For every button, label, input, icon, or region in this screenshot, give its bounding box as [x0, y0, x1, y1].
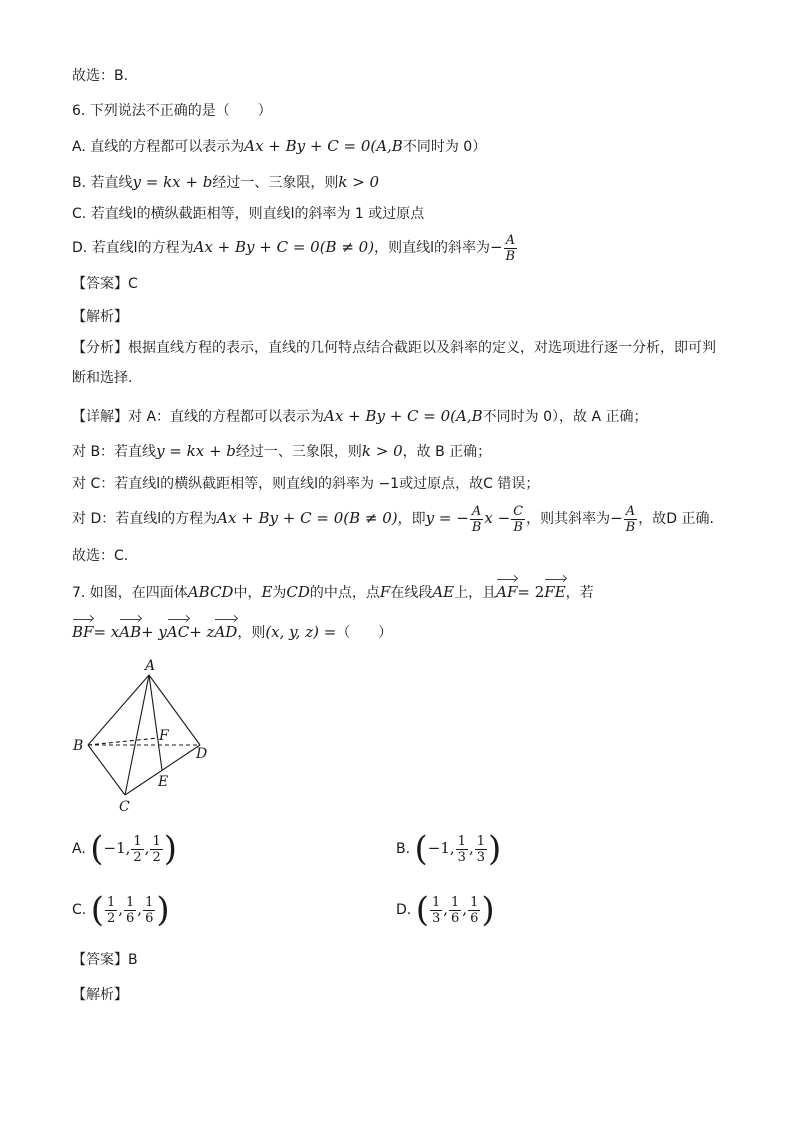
stem-text: ，若 — [565, 585, 594, 601]
fraction-numerator: 1 — [476, 833, 486, 849]
fraction-denominator: B — [625, 519, 636, 535]
stem-text: 的中点，点 — [309, 585, 380, 601]
q7-option-c — [72, 890, 170, 930]
paren-right: ) — [156, 890, 170, 930]
fraction-denominator: 3 — [476, 849, 486, 865]
fraction-numerator: 1 — [457, 833, 466, 849]
fraction-denominator: 6 — [126, 910, 135, 926]
fraction-numerator: C — [513, 503, 524, 519]
fraction-denominator: B — [513, 519, 523, 535]
label-d: D — [196, 746, 208, 762]
option-fraction — [143, 895, 155, 926]
edge-bc — [88, 745, 125, 795]
detail-text-mid: ，即 — [397, 511, 426, 527]
condition: k > 0 — [361, 442, 403, 460]
q6-option-d — [72, 232, 518, 264]
equation: y = kx + b — [156, 442, 236, 460]
fraction-denominator: 3 — [457, 849, 466, 865]
fraction-a-over-b — [470, 504, 484, 535]
paren-right: ) — [163, 829, 177, 869]
detail-text: 对 B：若直线 — [72, 444, 157, 460]
stem-text: 在线段 — [390, 585, 433, 601]
q6-fenxi-line1 — [72, 338, 716, 358]
fraction-numerator: A — [624, 504, 638, 520]
vector-bf: BF — [72, 623, 94, 641]
fraction-numerator: 1 — [431, 894, 441, 910]
fenxi-text: 根据直线方程的表示，直线的几何特点结合截距以及斜率的定义，对选项进行逐一分析，即可判 — [128, 340, 716, 356]
q6-option-b — [72, 172, 379, 193]
paren-left: ( — [414, 829, 428, 869]
slope-fraction — [624, 504, 638, 535]
comma: , — [137, 900, 143, 918]
q6-analysis-tag: 【解析】 — [72, 309, 128, 325]
option-text: 直线的方程都可以表示为 — [90, 139, 245, 155]
option-fraction — [124, 895, 136, 926]
q7-option-d — [396, 890, 495, 930]
option-fraction — [150, 834, 162, 865]
q6-fenxi-line2: 断和选择. — [72, 370, 133, 386]
option-letter: B. — [72, 175, 87, 191]
paren-left: ( — [415, 890, 429, 930]
fraction-numerator: 1 — [152, 833, 161, 849]
q6-answer: 【答案】C — [72, 276, 138, 292]
option-lead: −1, — [103, 839, 131, 857]
plus-z: + z — [189, 623, 215, 641]
vector-ac: AC — [166, 623, 190, 641]
q7-stem-line1 — [72, 582, 594, 603]
paren-right: ) — [488, 829, 502, 869]
point-e: E — [261, 583, 273, 601]
q7-answer: 【答案】B — [72, 952, 138, 968]
minus-sign: − — [610, 509, 623, 527]
option-letter: A. — [72, 139, 86, 155]
condition: (B ≠ 0) — [343, 509, 398, 527]
vector-fe: FE — [544, 583, 566, 601]
option-text: 若直线 — [90, 175, 133, 191]
stem-text: 中， — [233, 585, 262, 601]
option-text-mid: 经过一、三象限，则 — [212, 175, 339, 191]
paren-left: ( — [90, 890, 104, 930]
q6-detail-a — [72, 406, 647, 427]
label-c: C — [119, 799, 130, 815]
option-fraction — [456, 834, 468, 865]
segment-ae: AE — [432, 583, 455, 601]
detail-text-post: ，故 B 正确； — [402, 444, 492, 460]
q7-analysis-tag: 【解析】 — [72, 987, 128, 1003]
equals-two: = 2 — [517, 583, 545, 601]
label-a: A — [145, 658, 156, 674]
fraction-numerator: A — [470, 504, 484, 520]
detail-text-post: ，故D 正确. — [638, 511, 714, 527]
label-b: B — [73, 738, 84, 754]
comma: , — [462, 900, 468, 918]
fraction-numerator: 1 — [451, 894, 460, 910]
q6-stem: 6. 下列说法不正确的是（ ） — [72, 103, 272, 119]
comma: , — [144, 839, 150, 857]
option-letter: D. — [72, 240, 88, 256]
option-fraction — [105, 895, 117, 926]
condition: (A,B — [370, 137, 403, 155]
fraction-numerator: 1 — [133, 833, 142, 849]
condition: (B ≠ 0) — [319, 238, 375, 256]
segment-cd: CD — [286, 583, 310, 601]
paren-left: ( — [90, 829, 104, 869]
equation: Ax + By + C = 0(A,B — [324, 407, 483, 425]
q6-choice: 故选：C. — [72, 548, 129, 564]
tetrahedron-figure — [70, 655, 220, 815]
minus-sign: − — [489, 238, 503, 256]
q6-option-c — [72, 204, 424, 224]
slope-fraction — [504, 233, 518, 264]
stem-text: 上，且 — [454, 585, 497, 601]
fraction-denominator: 6 — [145, 910, 154, 926]
option-letter: A. — [72, 841, 86, 857]
detail-tag: 【详解】 — [72, 409, 128, 425]
detail-text: 对 D：若直线l的方程为 — [72, 511, 218, 527]
option-text-mid: ，则直线l的斜率为 — [374, 240, 490, 256]
detail-text-post: 不同时为 0），故 A 正确； — [482, 409, 648, 425]
option-letter: D. — [396, 902, 412, 918]
fraction-numerator: 1 — [106, 894, 116, 910]
vector-af: AF — [496, 583, 518, 601]
fraction-c-over-b — [511, 504, 525, 535]
option-text: 若直线l的横纵截距相等，则直线l的斜率为 1 或过原点 — [90, 206, 425, 222]
option-letter: C. — [72, 902, 87, 918]
option-fraction — [131, 834, 143, 865]
option-lead: −1, — [427, 839, 455, 857]
equation: Ax + By + C = 0 — [193, 238, 320, 256]
equation: Ax + By + C = 0 — [217, 509, 344, 527]
comma: , — [443, 900, 449, 918]
label-f: F — [159, 728, 169, 744]
option-letter: B. — [396, 841, 411, 857]
equation: Ax + By + C = 0 — [244, 137, 371, 155]
q7-option-a — [72, 829, 177, 869]
detail-text-mid2: ，则其斜率为 — [526, 511, 611, 527]
fraction-numerator: 1 — [126, 894, 135, 910]
paren-right: ) — [481, 890, 495, 930]
answer-blank: （ ） — [336, 625, 393, 641]
point-f: F — [379, 583, 391, 601]
detail-text: 对 A：直线的方程都可以表示为 — [128, 409, 325, 425]
option-letter: C. — [72, 206, 87, 222]
fraction-denominator: 6 — [451, 910, 460, 926]
vector-ab: AB — [119, 623, 142, 641]
comma: , — [118, 900, 124, 918]
q7-option-b — [396, 829, 502, 869]
y-equals: y = − — [425, 509, 469, 527]
fenxi-tag: 【分析】 — [72, 340, 128, 356]
previous-choice: 故选：B. — [72, 68, 129, 84]
fraction-denominator: 3 — [431, 910, 441, 926]
segment-bf-hidden — [88, 738, 158, 745]
q6-option-a — [72, 136, 486, 157]
label-e: E — [158, 774, 169, 790]
fraction-denominator: 2 — [133, 849, 142, 865]
option-fraction — [449, 895, 461, 926]
fraction-numerator: A — [504, 233, 518, 249]
vector-ad: AD — [214, 623, 238, 641]
comma: , — [468, 839, 474, 857]
q6-detail-c: 对 C：若直线l的横纵截距相等，则直线l的斜率为 −1或过原点，故C 错误； — [72, 476, 540, 492]
equation: y = kx + b — [132, 173, 213, 191]
stem-text: ，则 — [237, 625, 266, 641]
option-fraction — [475, 834, 487, 865]
fraction-denominator: 6 — [470, 910, 479, 926]
stem-text: 7. 如图，在四面体 — [72, 585, 188, 601]
condition: k > 0 — [338, 173, 380, 191]
option-text-post: 不同时为 0） — [402, 139, 487, 155]
xyz-tuple: (x, y, z) = — [265, 623, 337, 641]
fraction-denominator: B — [505, 248, 516, 264]
fraction-denominator: 2 — [106, 910, 116, 926]
x-minus: x − — [484, 509, 511, 527]
detail-text-mid: 经过一、三象限，则 — [235, 444, 362, 460]
q6-detail-d — [72, 500, 714, 537]
q7-stem-line2 — [72, 622, 392, 643]
equals-x: = x — [93, 623, 120, 641]
edge-ac — [125, 675, 149, 795]
fraction-numerator: 1 — [145, 894, 154, 910]
option-fraction — [468, 895, 480, 926]
fraction-denominator: 2 — [152, 849, 161, 865]
option-fraction — [430, 895, 442, 926]
q6-detail-b — [72, 441, 491, 462]
stem-text: 为 — [272, 585, 287, 601]
tetrahedron-name: ABCD — [187, 583, 234, 601]
plus-y: + y — [141, 623, 167, 641]
fraction-denominator: B — [471, 519, 482, 535]
fraction-numerator: 1 — [470, 894, 479, 910]
edge-ab — [88, 675, 149, 745]
option-text: 若直线l的方程为 — [91, 240, 194, 256]
